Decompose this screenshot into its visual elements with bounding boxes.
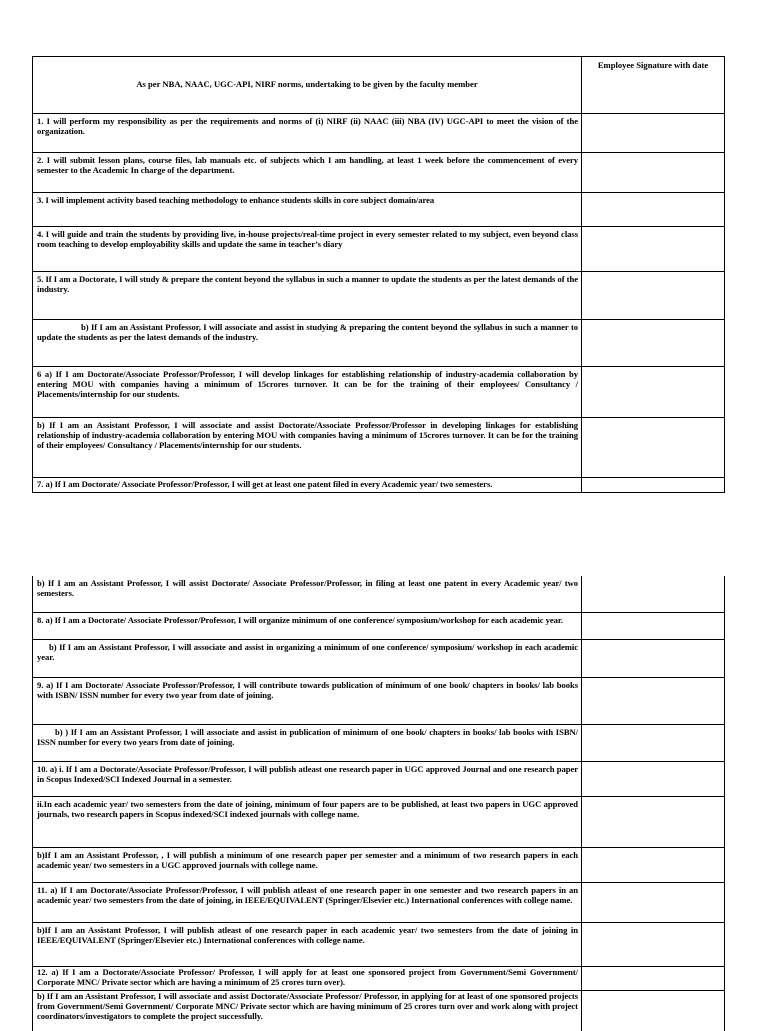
undertaking-item-8a: 8. a) If I am a Doctorate/ Associate Professor/Professor, I will organize minimum of one conference/ symposium/workshop for each academic year. bbox=[37, 615, 563, 625]
undertaking-item-9b: b) ) If I am an Assistant Professor, I will associate and assist in publication of minimum of one book/ chapters in books/ lab books with ISBN/ ISSN number for every two years from date of joining. bbox=[37, 727, 578, 747]
table-row bbox=[33, 848, 724, 883]
signature-cell[interactable] bbox=[582, 478, 724, 492]
signature-cell[interactable] bbox=[582, 367, 724, 417]
undertaking-item-6b: b) If I am an Assistant Professor, I will associate and assist Doctorate/Associate Professor/Professor in developing linkages for establishing relationship of industry-academia collaboration by entering MOU with companies having a minimum of 15crores turnover. It can be for the training of their employees/ Consultancy / Placements/internship for our students. bbox=[37, 420, 578, 450]
table-row bbox=[33, 725, 724, 762]
signature-cell[interactable] bbox=[582, 153, 724, 192]
table-row bbox=[33, 613, 724, 640]
signature-cell[interactable] bbox=[582, 613, 724, 639]
signature-cell[interactable] bbox=[582, 227, 724, 271]
header-row bbox=[33, 57, 724, 114]
undertaking-item-1: 1. I will perform my responsibility as per the requirements and norms of (i) NIRF (ii) NAAC (iii) NBA (IV) UGC-API to meet the vision of the organization. bbox=[37, 116, 578, 136]
signature-header-cell bbox=[582, 57, 724, 113]
signature-cell[interactable] bbox=[582, 320, 724, 366]
table-row bbox=[33, 678, 724, 725]
table-row bbox=[33, 762, 724, 797]
signature-cell[interactable] bbox=[582, 991, 724, 1031]
signature-cell[interactable] bbox=[582, 418, 724, 477]
signature-cell[interactable] bbox=[582, 797, 724, 847]
signature-cell[interactable] bbox=[582, 725, 724, 761]
undertaking-item-9a: 9. a) If I am Doctorate/ Associate Professor/Professor, I will contribute towards publication of minimum of one book/ chapters in books/ lab books with ISBN/ ISSN number for every two year from date of joining. bbox=[37, 680, 578, 700]
signature-cell[interactable] bbox=[582, 762, 724, 796]
table-row bbox=[33, 227, 724, 272]
undertaking-item-12a: 12. a) If I am a Doctorate/Associate Professor/ Professor, I will apply for at least one sponsored project from Government/Semi Government/ Corporate MNC/ Private sector which are having a minimum of 25 crores turn over). bbox=[37, 967, 578, 987]
signature-cell[interactable] bbox=[582, 193, 724, 226]
table-row bbox=[33, 967, 724, 991]
undertaking-item-8b: b) If I am an Assistant Professor, I will associate and assist in organizing a minimum of one conference/ symposium/ workshop in each academic year. bbox=[37, 642, 578, 662]
table-row bbox=[33, 640, 724, 678]
signature-cell[interactable] bbox=[582, 678, 724, 724]
table-row bbox=[33, 478, 724, 492]
undertaking-item-6a: 6 a) If I am Doctorate/Associate Professor/Professor, I will develop linkages for establishing relationship of industry-academia collaboration by entering MOU with companies having a minimum of 15crores turnover. It can be for the training of their employees/ Consultancy / Placements/internship for our students. bbox=[37, 369, 578, 399]
undertaking-item-12b: b) If I am an Assistant Professor, I will associate and assist Doctorate/Associate Professor/ Professor, in applying for at least of one sponsored projects from Government/Semi Government/ Corporate MNC/ Private sector which are having minimum of 25 crores turn over and work along with project coordinators/investigators to complete the project successfully. bbox=[37, 991, 578, 1021]
table-row bbox=[33, 272, 724, 320]
signature-cell[interactable] bbox=[582, 272, 724, 319]
signature-cell[interactable] bbox=[582, 640, 724, 677]
table-row bbox=[33, 991, 724, 1031]
undertaking-item-10a-ii: ii.In each academic year/ two semesters from the date of joining, minimum of four papers are to be published, at least two papers in UGC approved journals, two research papers in Scopus indexed/SCI indexed journals with college name. bbox=[37, 799, 578, 819]
undertaking-item-7a: 7. a) If I am Doctorate/ Associate Professor/Professor, I will get at least one patent filed in every Academic year/ two semesters. bbox=[37, 479, 493, 489]
undertaking-item-5a: 5. If I am a Doctorate, I will study & prepare the content beyond the syllabus in such a manner to update the students as per the latest demands of the industry. bbox=[37, 274, 578, 294]
table-row bbox=[33, 114, 724, 153]
undertaking-item-11b: b)If I am an Assistant Professor, I will publish atleast of one research paper in each academic year/ two semesters from the date of joining in IEEE/EQUIVALENT (Springer/Elsevier etc.) International conferences with college name. bbox=[37, 925, 578, 945]
table-row bbox=[33, 367, 724, 418]
header-title-cell bbox=[33, 57, 582, 113]
undertaking-item-7b: b) If I am an Assistant Professor, I will assist Doctorate/ Associate Professor/Professor, in filing at least one patent in every Academic year/ two semesters. bbox=[37, 578, 578, 598]
undertaking-item-4: 4. I will guide and train the students by providing live, in-house projects/real-time project in every semester related to my subject, even beyond class room teaching to develop employability skills and update the same in teacher’s diary bbox=[37, 229, 578, 249]
undertaking-item-10a-i: 10. a) i. If I am a Doctorate/Associate Professor/Professor, I will publish atleast one research paper in UGC approved Journal and one research paper in Scopus Indexed/SCI Indexed Journal in a semester. bbox=[37, 764, 578, 784]
table-row bbox=[33, 418, 724, 478]
undertaking-table-page2 bbox=[32, 576, 725, 1031]
table-row bbox=[33, 923, 724, 967]
table-row bbox=[33, 883, 724, 923]
table-row bbox=[33, 320, 724, 367]
signature-column-header: Employee Signature with date bbox=[597, 60, 709, 70]
undertaking-item-11a: 11. a) If I am Doctorate/Associate Professor/Professor, I will publish atleast of one research paper in one semester and two research papers in an academic year/ two semesters from the date of joining, in IEEE/EQUIVALENT (Springer/Elsevier etc.) International conferences with college name. bbox=[37, 885, 578, 905]
table-row bbox=[33, 153, 724, 193]
undertaking-item-10b: b)If I am an Assistant Professor, , I will publish a minimum of one research paper per semester and a minimum of two research papers in each academic year/ two semesters in a UGC approved journals with college name. bbox=[37, 850, 578, 870]
page-title: As per NBA, NAAC, UGC-API, NIRF norms, undertaking to be given by the faculty member bbox=[136, 79, 478, 89]
signature-cell[interactable] bbox=[582, 923, 724, 966]
signature-cell[interactable] bbox=[582, 967, 724, 990]
signature-cell[interactable] bbox=[582, 114, 724, 152]
signature-cell[interactable] bbox=[582, 576, 724, 612]
undertaking-item-5b: b) If I am an Assistant Professor, I will associate and assist in studying & preparing the content beyond the syllabus in such a manner to update the students as per the latest demands of the industry. bbox=[37, 322, 578, 342]
undertaking-table-page1 bbox=[32, 56, 725, 493]
table-row bbox=[33, 193, 724, 227]
signature-cell[interactable] bbox=[582, 883, 724, 922]
undertaking-item-2: 2. I will submit lesson plans, course files, lab manuals etc. of subjects which I am handling, at least 1 week before the commencement of every semester to the Academic In charge of the department. bbox=[37, 155, 578, 175]
table-row bbox=[33, 797, 724, 848]
signature-cell[interactable] bbox=[582, 848, 724, 882]
undertaking-item-3: 3. I will implement activity based teaching methodology to enhance students skills in core subject domain/area bbox=[37, 195, 435, 205]
table-row bbox=[33, 576, 724, 613]
